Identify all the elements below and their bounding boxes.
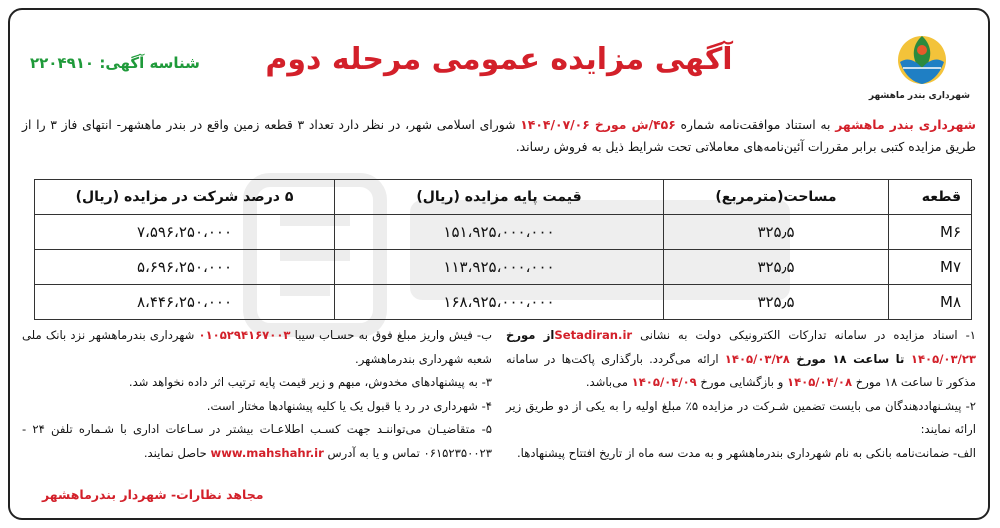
term-1-text-e: و بازگشایی مورخ [696,375,787,389]
term-2: ۲- پیشـنهاددهندگان می‌ بایست تضمین شـرکت در مزایده ۵٪ مبلغ اولیه را به یکی از دو طریق زیر ارائه نمایند: [506,398,976,436]
cell-lot: M۶ [889,215,972,250]
term-1-date-1: ۱۴۰۵/۰۳/۲۳ [910,351,976,366]
setadiran-link[interactable]: Setadiran.ir [554,328,633,342]
table-row [35,250,972,285]
intro-paragraph [22,114,976,158]
terms-left-column [22,324,492,465]
cell-price: ۱۵۱،۹۲۵،۰۰۰،۰۰۰ [335,215,664,250]
term-1-text-d: ارائه می‌گردد. بارگذاری پاکت‌ها در سامانه مذکور تا ساعت ۱۸ مورخ [506,351,976,389]
header-price: قیمت پایه مزایده (ریال) [335,180,664,215]
signature: مجاهد نظارات- شهردار بندرماهشهر [42,487,264,502]
header-area: مساحت(مترمربع) [664,180,889,215]
term-1-text-a: ۱- اسناد مزایده در سامانه تدارکات الکترونیکی دولت به نشانی [632,328,976,342]
cell-lot: M۷ [889,250,972,285]
intro-text-2: شورای اسلامی شهر، در نظر دارد تعداد ۳ قطعه زمین واقع در بندر ماهشهر- انتهای فاز ۳ را از طریق مزایده کتبی برابر مقررات آئین‌نامه‌های معاملاتی تحت شرایط ذیل به فروش رساند. [22,117,976,154]
term-2-b [22,324,492,371]
table-row [35,215,972,250]
approval-reference: ۴۵۶/ش مورخ ۱۴۰۴/۰۷/۰۶ [520,117,676,132]
account-number: ۰۱۰۵۲۹۴۱۶۷۰۰۳ [198,328,291,342]
lots-table [34,179,972,320]
term-1 [506,324,976,395]
cell-price: ۱۱۳،۹۲۵،۰۰۰،۰۰۰ [335,250,664,285]
term-2-a: الف- ضمانت‌نامه بانکی به نام شهرداری بندرماهشهر و به مدت سه ماه از تاریخ افتتاح پیشنهادها. [517,445,976,460]
cell-deposit: ۷،۵۹۶،۲۵۰،۰۰۰ [35,215,335,250]
ad-id: شناسه آگهی: ۲۲۰۴۹۱۰ [30,54,200,72]
advertisement-page [8,8,990,520]
term-2-b-text-2: شهرداری بندرماهشهر نزد بانک ملی شعبه شهرداری بندرماهشهر. [22,328,492,366]
header-deposit: ۵ درصد شرکت در مزایده (ریال) [35,180,335,215]
term-3: ۳- به پیشنهادهای مخدوش، مبهم و زیر قیمت پایه ترتیب اثر داده نخواهد شد. [128,375,492,389]
cell-deposit: ۸،۴۴۶،۲۵۰،۰۰۰ [35,285,335,320]
header [10,32,988,102]
cell-area: ۳۲۵٫۵ [664,285,889,320]
logo-caption: شهرداری بندر ماهشهر [868,91,970,101]
term-4: ۴- شهرداری در رد یا قبول یک یا کلیه پیشنهادها مختار است. [206,398,492,413]
mahshahr-website-link[interactable]: www.mahshahr.ir [210,445,324,460]
term-1-text-b: از مورخ [506,328,555,342]
cell-lot: M۸ [889,285,972,320]
cell-deposit: ۵،۶۹۶،۲۵۰،۰۰۰ [35,250,335,285]
term-5-text-b: حاصل نمایند. [143,445,211,460]
term-2-b-text-1: ب- فیش واریز مبلغ فوق به حسـاب سیبا [290,328,492,342]
municipality-logo [868,32,970,110]
term-1-date-4: ۱۴۰۵/۰۴/۰۹ [631,375,697,389]
table-row [35,285,972,320]
term-5 [22,418,492,465]
municipality-emblem-icon [891,32,953,90]
intro-text-1: به استناد موافقت‌نامه شماره [675,117,836,132]
term-5-text-a: ۵- متقاضیـان می‌تواننـد جهت کسـب اطلاعـات بیشتر در سـاعات اداری با شـماره تلفن ۲۴ - ۰۶۱۵۲۳۵۰۰۲۳ تماس و یا به آدرس [22,422,493,460]
cell-area: ۳۲۵٫۵ [664,250,889,285]
term-1-date-3: ۱۴۰۵/۰۴/۰۸ [787,375,853,389]
term-1-date-2: ۱۴۰۵/۰۳/۲۸ [724,351,790,366]
terms-section [22,324,976,465]
page-title: آگهی مزایده عمومی مرحله دوم [265,42,733,77]
header-lot: قطعه [889,180,972,215]
term-1-text-f: می‌باشد. [585,375,632,389]
cell-area: ۳۲۵٫۵ [664,215,889,250]
term-1-text-c: تا ساعت ۱۸ مورخ [789,351,911,366]
table-header-row [35,180,972,215]
org-name: شهرداری بندر ماهشهر [835,117,976,132]
terms-right-column [506,324,976,465]
cell-price: ۱۶۸،۹۲۵،۰۰۰،۰۰۰ [335,285,664,320]
